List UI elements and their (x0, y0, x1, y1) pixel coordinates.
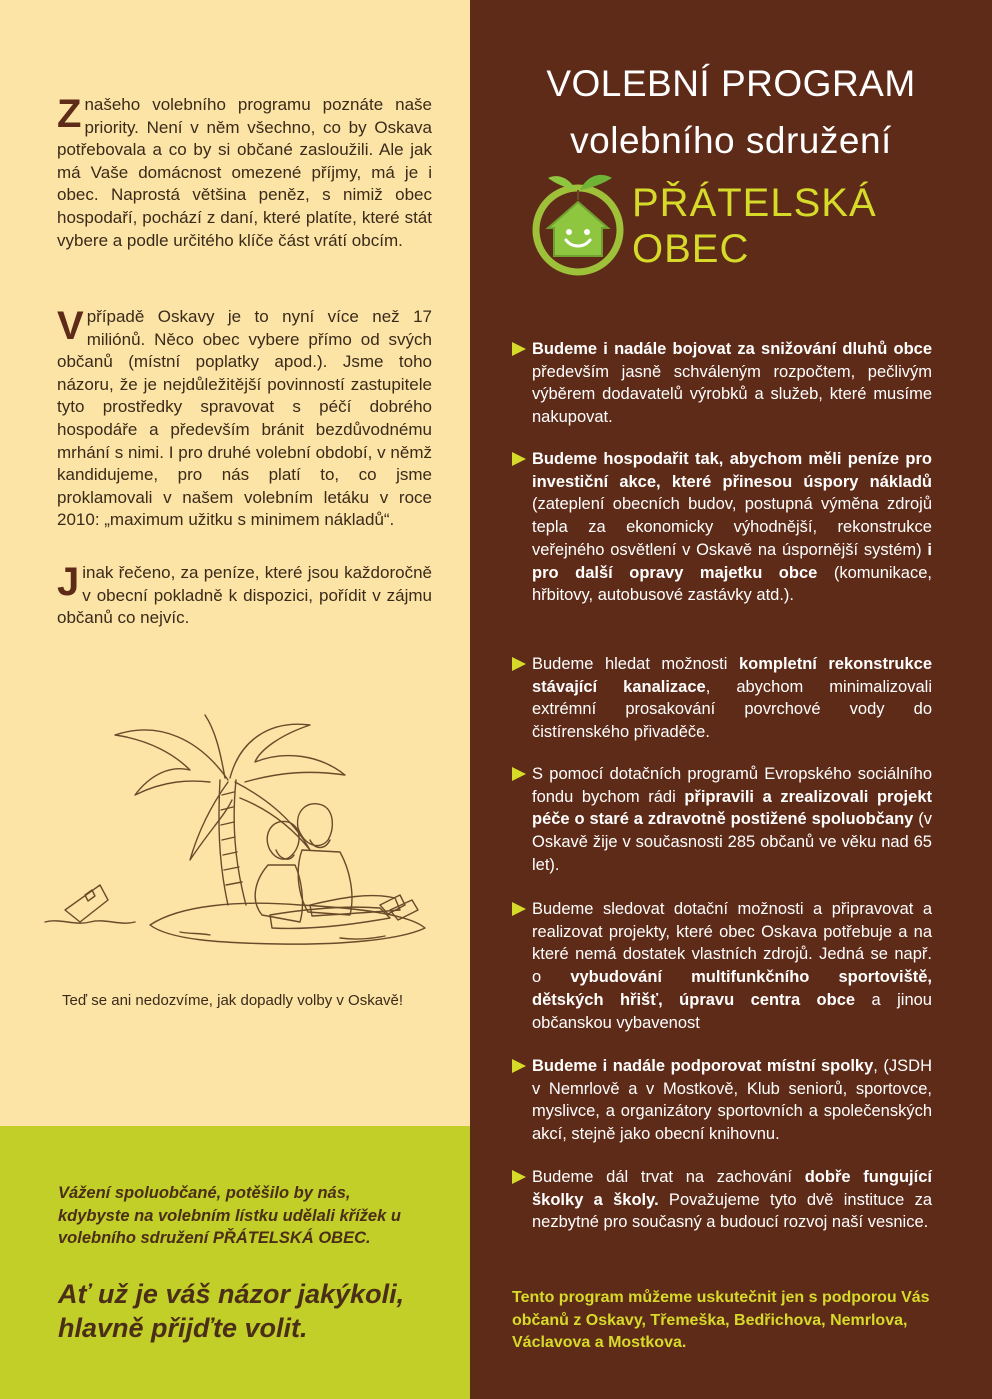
program-item (512, 448, 932, 607)
item-text: Považujeme tyto dvě instituce za nezbytné pro současný a budoucí rozvoj naší vesnice. (532, 1190, 932, 1232)
item-highlight: kompletní rekonstrukce stávající kanalizace (532, 655, 932, 696)
item-text: především jasně schváleným rozpočtem, pečlivým výběrem dodavatelů výrobků a služeb, které musíme nakupovat. (532, 362, 932, 427)
item-text: S pomocí dotačních programů Evropského sociálního fondu bychom rádi (532, 765, 932, 806)
vote-slogan: Ať už je váš názor jakýkoli, hlavně přijďte volit. (58, 1279, 405, 1343)
intro-paragraph-1 (57, 94, 432, 252)
item-highlight: Budeme hospodařit tak, abychom měli peníze pro investiční akce, které přinesou úspory nákladů (532, 450, 932, 491)
item-text: , (JSDH v Nemrlově a v Mostkově, Klub seniorů, sportovce, myslivce, a organizátory sportovních a společenských akcí, stejně jako obecní knihovnu. (532, 1057, 933, 1144)
item-text: Budeme hledat možnosti (532, 655, 739, 673)
intro-paragraph-3 (57, 562, 432, 630)
brand-line-1: PŘÁTELSKÁ (632, 181, 877, 225)
program-item (512, 1055, 932, 1146)
program-item (512, 338, 932, 429)
program-item (512, 763, 932, 877)
closing-statement: Tento program můžeme uskutečnit jen s podporou Vás občanů z Oskavy, Třemeška, Bedřichova, Nemrlova, Václavova a Mostkova. (512, 1289, 930, 1351)
paragraph-text: případě Oskavy je to nyní více než 17 miliónů. Něco obec vybere přímo od svých občanů (místní poplatky apod.). Jsme toho názoru, že je nejdůležitější povinností zastupitele tyto prostředky spravovat s péčí dobrého hospodáře a především bránit bezdůvodnému mrhání s nimi. I pro druhé volební období, v němž kandidujeme, pro nás platí to, co jsme proklamovali v našem volebním letáku v roce 2010: „maximum užitku s minimem nákladů“. (57, 307, 432, 530)
arrow-bullet-icon (512, 342, 526, 356)
item-highlight: dobře fungující školky a školy. (532, 1168, 932, 1209)
drop-cap: Z (57, 92, 82, 136)
arrow-bullet-icon (512, 1170, 526, 1184)
program-item (512, 1166, 932, 1234)
program-item (512, 653, 932, 744)
arrow-bullet-icon (512, 1059, 526, 1073)
drop-cap: J (57, 560, 80, 604)
item-text: Budeme dál trvat na zachování (532, 1168, 805, 1186)
item-text: , abychom minimalizovali extrémní prosakování povrchové vody do čistírenského přivaděče. (532, 677, 932, 742)
men-illustration (255, 804, 418, 929)
brand-name (632, 180, 877, 272)
paragraph-text: inak řečeno, za peníze, které jsou každoročně v obecní pokladně k dispozici, pořídit v zájmu občanů co nejvíc. (57, 563, 432, 628)
illustration-caption: Teď se ani nedozvíme, jak dopadly volby v Oskavě! (62, 992, 404, 1009)
item-text: Budeme sledovat dotační možnosti a připravovat a realizovat projekty, které obec Oskava potřebuje a na které nemá dostatek vlastních zdrojů. Jedná se např. o (532, 900, 932, 987)
program-item (512, 898, 932, 1034)
arrow-bullet-icon (512, 452, 526, 466)
arrow-bullet-icon (512, 902, 526, 916)
brand-line-2: OBEC (632, 227, 750, 271)
program-subtitle: volebního sdružení (570, 120, 892, 161)
program-title: VOLEBNÍ PROGRAM (546, 63, 916, 104)
voter-appeal: Vážení spoluobčané, potěšilo by nás, kdybyste na volebním lístku udělali křížek u volebního sdružení PŘÁTELSKÁ OBEC. (58, 1184, 401, 1247)
item-highlight: připravili a zrealizovali projekt péče o staré a zdravotně postižené spoluobčany (532, 787, 932, 829)
arrow-bullet-icon (512, 767, 526, 781)
sinking-boat-illustration (45, 885, 135, 923)
island-illustration (40, 700, 440, 980)
paragraph-text: našeho volebního programu poznáte naše priority. Není v něm všechno, co by Oskava potřebovala a co by si občané zasloužili. Ale jak má Vaše domácnost omezené příjmy, má je i obec. Naprostá většina peněz, s nimiž obec hospodaří, pochází z daní, které platíte, které stát vybere a podle určitého klíče část vrátí obcím. (57, 95, 432, 250)
item-highlight: Budeme i nadále bojovat za snižování dluhů obce (532, 340, 932, 358)
item-highlight: vybudování multifunkčního sportoviště, dětských hřišť, úpravu centra obce (532, 968, 932, 1009)
item-text: (zateplení obecních budov, postupná výměna zdrojů tepla za ekonomicky výhodnější, rekonstrukce veřejného osvětlení v Oskavě na úspornější systém) (532, 495, 932, 559)
item-text: (komunikace, hřbitovy, autobusové zastávky atd.). (532, 563, 932, 605)
arrow-bullet-icon (512, 657, 526, 671)
item-text: a jinou občanskou vybavenost (532, 990, 932, 1032)
left-appeal-panel (0, 1126, 470, 1399)
drop-cap: V (57, 304, 84, 348)
palm-tree-illustration (115, 715, 345, 905)
intro-paragraph-2 (57, 306, 432, 532)
item-text: (v Oskavě žije v současnosti 285 občanů ve věku nad 65 let). (532, 810, 932, 874)
house-logo-icon (526, 168, 626, 278)
item-highlight: Budeme i nadále podporovat místní spolky (532, 1057, 874, 1075)
item-highlight: i pro další opravy majetku obce (532, 540, 932, 582)
